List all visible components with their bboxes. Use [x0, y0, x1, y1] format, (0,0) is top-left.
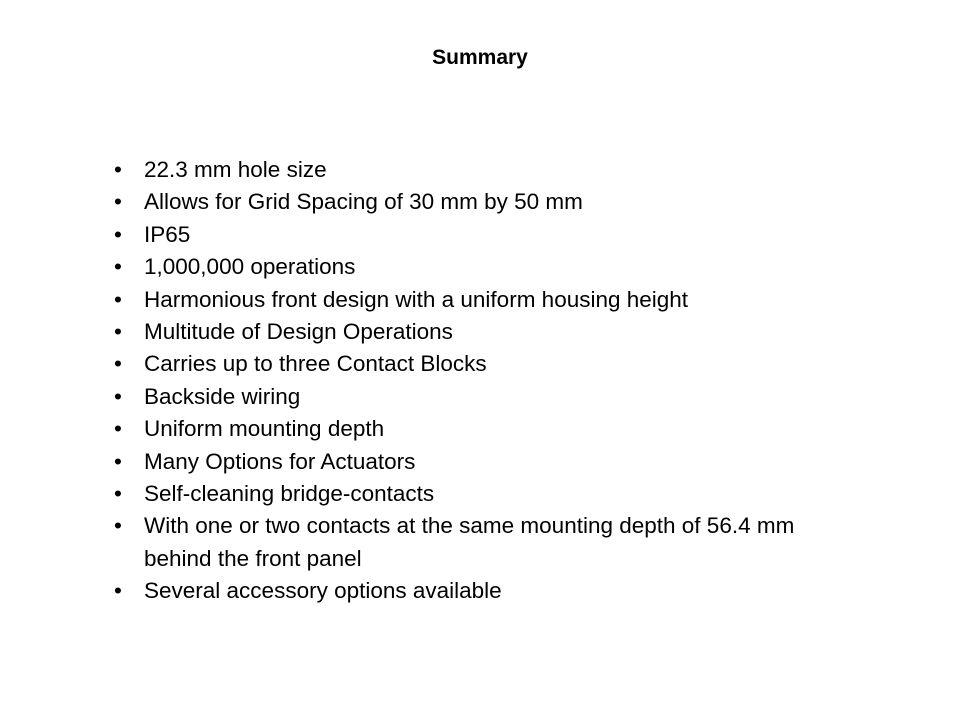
bullet-item	[114, 219, 834, 251]
bullet-icon: •	[114, 383, 122, 409]
bullet-item	[114, 316, 834, 348]
bullet-text: Backside wiring	[144, 383, 301, 409]
bullet-text: Uniform mounting depth	[144, 416, 385, 442]
bullet-icon: •	[114, 416, 122, 442]
bullet-item	[114, 446, 834, 478]
bullet-text: Harmonious front design with a uniform housing height	[144, 286, 689, 312]
bullet-list	[114, 154, 834, 608]
bullet-icon: •	[114, 351, 122, 377]
bullet-icon: •	[114, 578, 122, 604]
bullet-item	[114, 478, 834, 510]
bullet-icon: •	[114, 254, 122, 280]
bullet-icon: •	[114, 286, 122, 312]
bullet-icon: •	[114, 189, 122, 215]
bullet-text: With one or two contacts at the same mounting depth of 56.4 mm behind the front panel	[144, 513, 795, 571]
bullet-icon: •	[114, 319, 122, 345]
bullet-item	[114, 348, 834, 380]
bullet-item	[114, 413, 834, 445]
bullet-item	[114, 154, 834, 186]
bullet-item	[114, 510, 834, 575]
bullet-item	[114, 284, 834, 316]
bullet-text: 22.3 mm hole size	[144, 157, 327, 182]
bullet-item	[114, 381, 834, 413]
bullet-item	[114, 575, 834, 607]
bullet-text: Several accessory options available	[144, 578, 502, 604]
bullet-text: Allows for Grid Spacing of 30 mm by 50 mm	[144, 189, 583, 215]
bullet-text: Self-cleaning bridge-contacts	[144, 481, 435, 507]
bullet-icon: •	[114, 481, 122, 507]
bullet-icon: •	[114, 221, 122, 247]
bullet-icon: •	[114, 448, 122, 474]
bullet-text: 1,000,000 operations	[144, 254, 356, 280]
slide-title: Summary	[432, 46, 528, 69]
bullet-text: Carries up to three Contact Blocks	[144, 351, 487, 377]
bullet-icon: •	[114, 157, 122, 182]
bullet-icon: •	[114, 513, 122, 539]
bullet-item	[114, 186, 834, 218]
bullet-text: IP65	[144, 221, 191, 247]
bullet-text: Many Options for Actuators	[144, 448, 416, 474]
bullet-text: Multitude of Design Operations	[144, 319, 453, 345]
bullet-item	[114, 251, 834, 283]
